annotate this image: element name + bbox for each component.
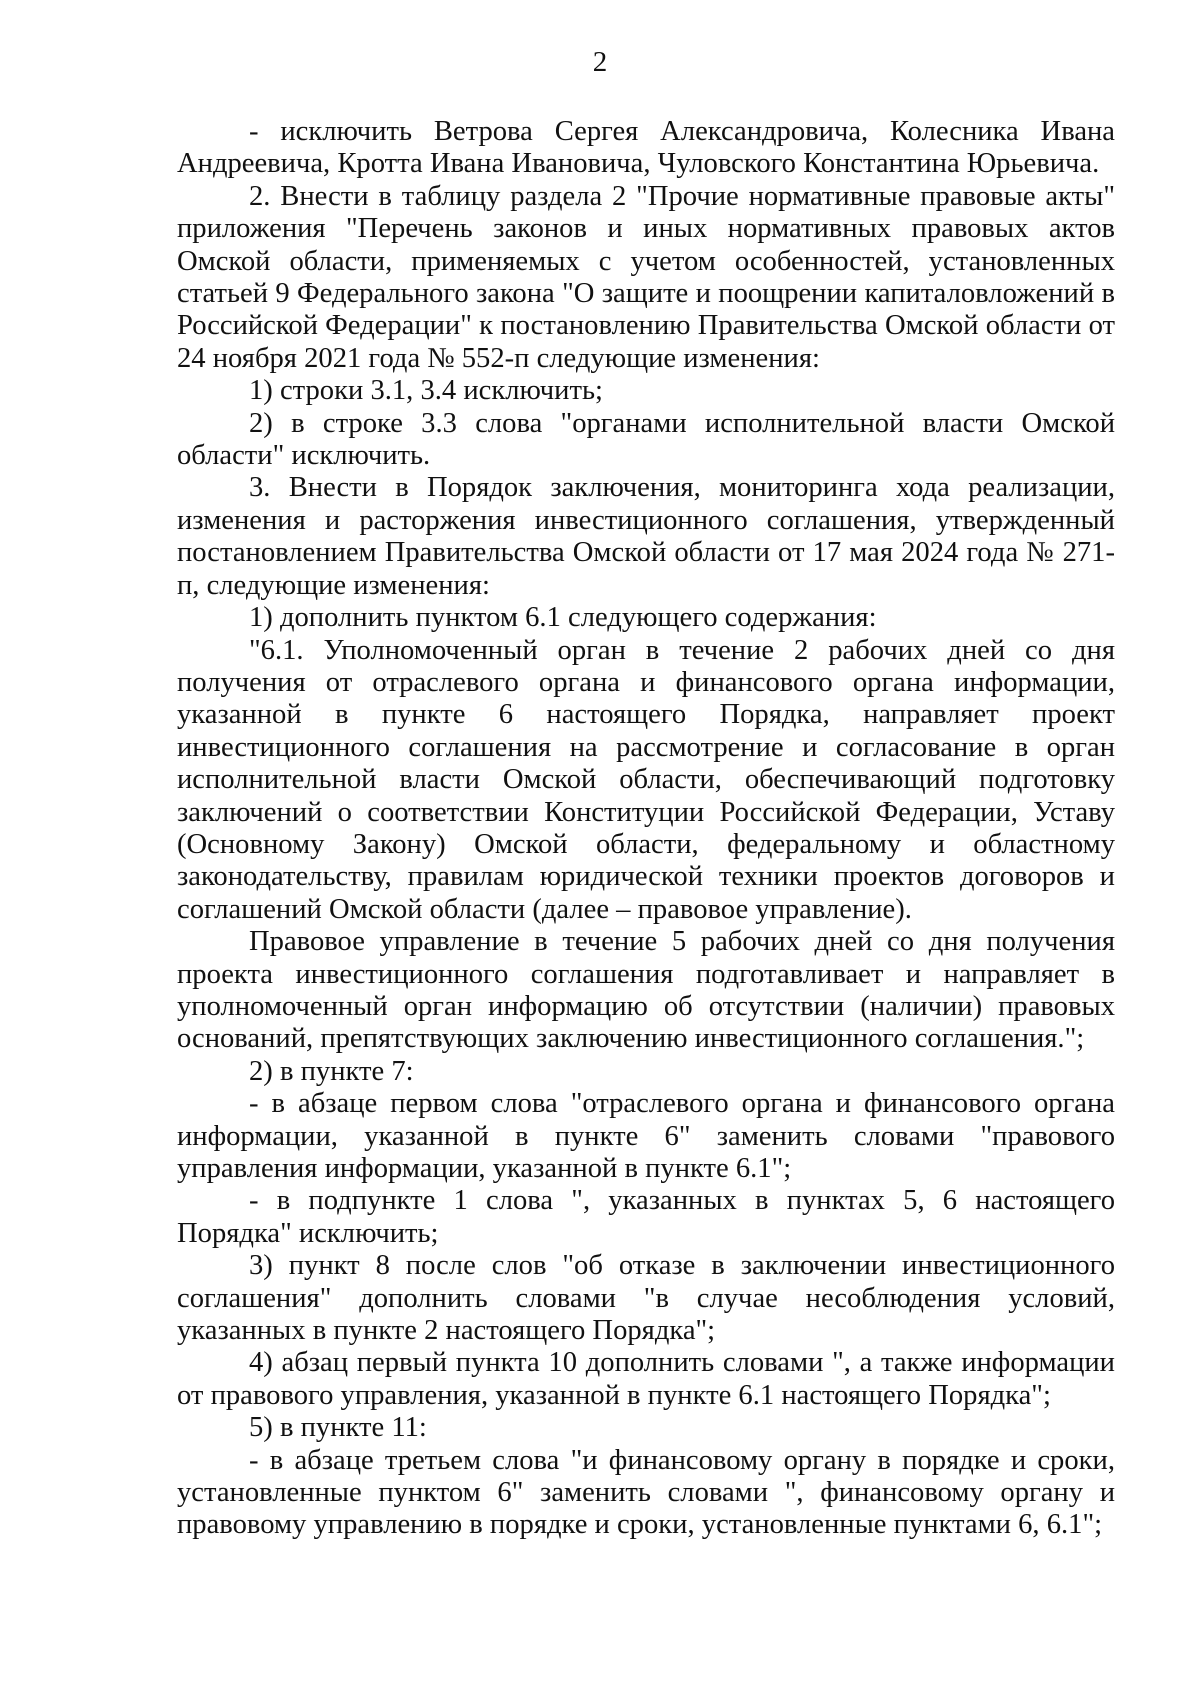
- page-number: 2: [592, 46, 608, 78]
- paragraph: 1) дополнить пунктом 6.1 следующего содержания:: [249, 602, 877, 634]
- paragraph: 2. Внести в таблицу раздела 2 "Прочие нормативные правовые акты" приложения "Перечень законов и иных нормативных правовых актов Омской области, применяемых с учетом особенностей, установленных статьей 9 Федерального закона "О защите и поощрении капиталовложений в Российской Федерации" к постановлению Правительства Омской области от 24 ноября 2021 года № 552-п следующие изменения:: [177, 180, 1115, 374]
- paragraph: 2) в строке 3.3 слова "органами исполнительной власти Омской области" исключить.: [177, 407, 1115, 472]
- paragraph: 2) в пункте 7:: [249, 1055, 414, 1087]
- paragraph: - в абзаце третьем слова "и финансовому органу в порядке и сроки, установленные пунктом 6" заменить словами ", финансовому органу и правовому управлению в порядке и сроки, установленные пунктами 6, 6.1";: [177, 1444, 1115, 1541]
- paragraph: - в подпункте 1 слова ", указанных в пунктах 5, 6 настоящего Порядка" исключить;: [177, 1185, 1115, 1249]
- document-body: [177, 116, 1115, 1542]
- paragraph: "6.1. Уполномоченный орган в течение 2 рабочих дней со дня получения от отраслевого органа и финансового органа информации, указанной в пункте 6 настоящего Порядка, направляет проект инвестиционного соглашения на рассмотрение и согласование в орган исполнительной власти Омской области, обеспечивающий подготовку заключений о соответствии Конституции Российской Федерации, Уставу (Основному Закону) Омской области, федеральному и областному законодательству, правилам юридической техники проектов договоров и соглашений Омской области (далее – правовое управление).: [177, 634, 1115, 925]
- paragraph: - в абзаце первом слова "отраслевого органа и финансового органа информации, указанной в пункте 6" заменить словами "правового управления информации, указанной в пункте 6.1";: [177, 1088, 1115, 1184]
- paragraph: 1) строки 3.1, 3.4 исключить;: [249, 375, 603, 407]
- paragraph: Правовое управление в течение 5 рабочих дней со дня получения проекта инвестиционного соглашения подготавливает и направляет в уполномоченный орган информацию об отсутствии (наличии) правовых оснований, препятствующих заключению инвестиционного соглашения.";: [177, 926, 1115, 1055]
- paragraph: 5) в пункте 11:: [249, 1412, 427, 1444]
- paragraph: 3. Внести в Порядок заключения, мониторинга хода реализации, изменения и расторжения инвестиционного соглашения, утвержденный постановлением Правительства Омской области от 17 мая 2024 года № 271-п, следующие изменения:: [177, 472, 1115, 601]
- paragraph: 4) абзац первый пункта 10 дополнить словами ", а также информации от правового управления, указанной в пункте 6.1 настоящего Порядка";: [177, 1347, 1115, 1411]
- paragraph: - исключить Ветрова Сергея Александровича, Колесника Ивана Андреевича, Кротта Ивана Ивановича, Чуловского Константина Юрьевича.: [177, 116, 1115, 180]
- paragraph: 3) пункт 8 после слов "об отказе в заключении инвестиционного соглашения" дополнить словами "в случае несоблюдения условий, указанных в пункте 2 настоящего Порядка";: [177, 1250, 1115, 1347]
